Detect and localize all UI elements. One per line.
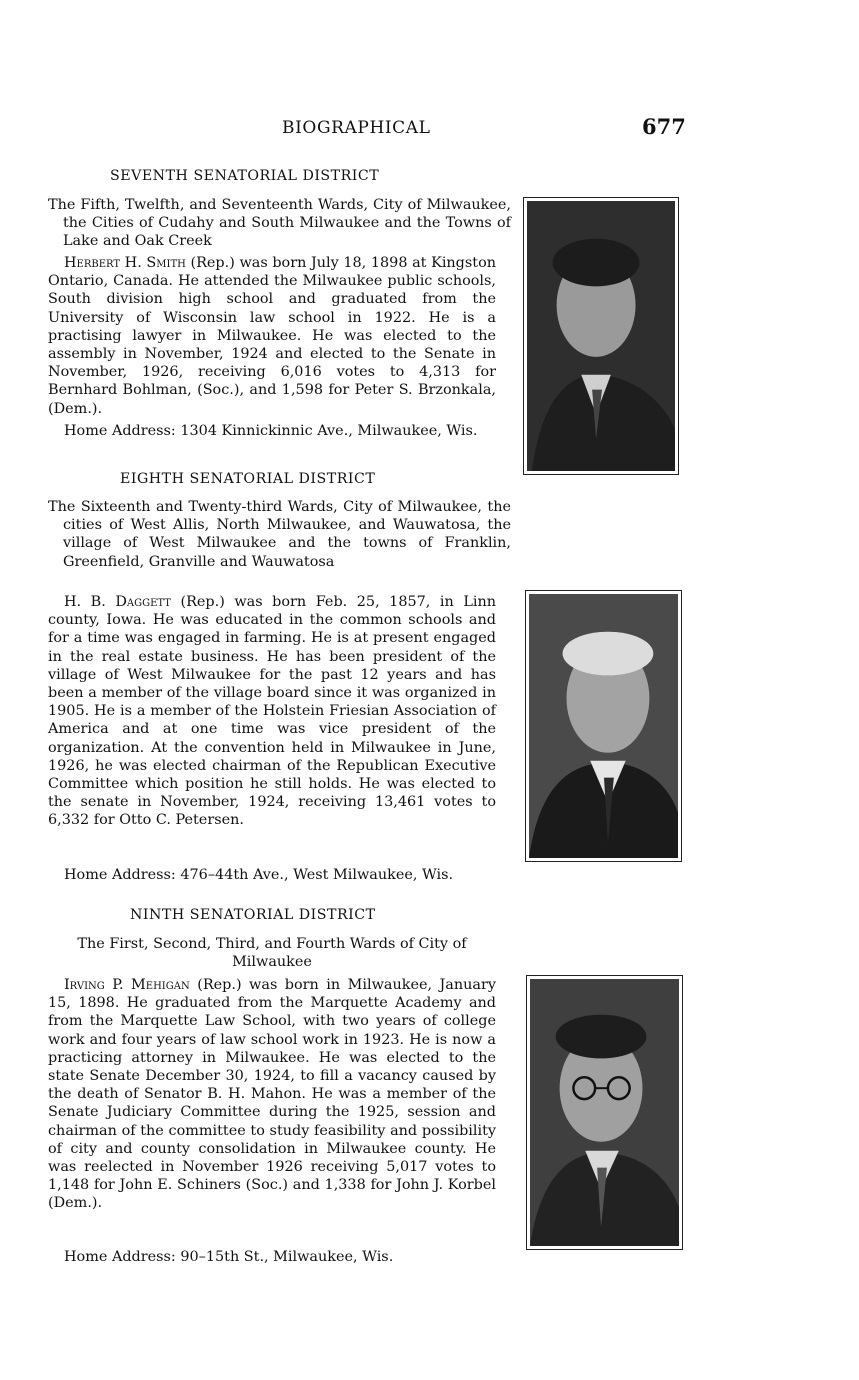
senator-name: Irving P. Mehigan (64, 977, 190, 993)
portrait-photo-smith (523, 197, 679, 475)
senator-bio-text: (Rep.) was born Feb. 25, 1857, in Linn county, Iowa. He was educated in the common schools and for a time was engaged in farming. He is at present engaged in the real estate business. He has been president of the village of West Milwaukee for the past 12 years and has been a member of the village board since it was organized in 1905. He is a member of the Holstein Friesian Association of America and at one time was vice president of the organization. At the convention held in Milwaukee in June, 1926, he was elected chairman of the Republican Executive Committee which position he still holds. He was elected to the senate in November, 1924, receiving 13,461 votes to 6,332 for Otto C. Petersen. (48, 594, 497, 829)
portrait-mehigan-image (530, 979, 679, 1246)
running-title: BIOGRAPHICAL (282, 118, 431, 138)
page-number: 677 (642, 114, 686, 139)
senator-bio-text: (Rep.) was born in Milwaukee, January 15, 1898. He graduated from the Marquette Academy and from the Marquette Law School, with two years of college work and four years of law school work in 1923. He is now a practicing attorney in Milwaukee. He was elected to the state Senate December 30, 1924, to fill a vacancy caused by the death of Senator B. H. Mahon. He was a member of the Senate Judiciary Committee during the 1925, session and chairman of the committee to study feasibility and possibility of city and county consolidation in Milwaukee county. He was reelected in November 1926 receiving 5,017 votes to 1,148 for John E. Schiners (Soc.) and 1,338 for John J. Korbel (Dem.). (48, 977, 497, 1212)
ninth-district-wards: The First, Second, Third, and Fourth Wards of City of Milwaukee (77, 936, 467, 971)
senator-bio-text: (Rep.) was born July 18, 1898 at Kingston Ontario, Canada. He attended the Milwaukee public schools, South division high school and graduated from the University of Wisconsin law school in 1922. He is a practising lawyer in Milwaukee. He was elected to the assembly in November, 1924 and elected to the Senate in November, 1926, receiving 6,016 votes to 4,313 for Bernhard Bohlman, (Soc.), and 1,598 for Peter S. Brzonkala, (Dem.). (48, 255, 496, 417)
seventh-district-address: Home Address: 1304 Kinnickinnic Ave., Milwaukee, Wis. (64, 423, 478, 439)
ninth-district-address: Home Address: 90–15th St., Milwaukee, Wis. (64, 1249, 394, 1265)
senator-name: Herbert H. Smith (64, 255, 186, 271)
eighth-district-heading: EIGHTH SENATORIAL DISTRICT (120, 471, 376, 487)
eighth-district-bio (48, 593, 496, 830)
portrait-photo-mehigan (526, 975, 683, 1250)
ninth-district-bio (48, 976, 496, 1213)
seventh-district-bio (48, 254, 496, 418)
seventh-district-heading: SEVENTH SENATORIAL DISTRICT (110, 168, 380, 184)
portrait-daggett-image (529, 594, 678, 858)
portrait-photo-daggett (525, 590, 682, 862)
portrait-smith-image (527, 201, 675, 471)
senator-name: H. B. Daggett (64, 594, 171, 610)
ninth-district-heading: NINTH SENATORIAL DISTRICT (130, 907, 376, 923)
eighth-district-address: Home Address: 476–44th Ave., West Milwaukee, Wis. (64, 867, 454, 883)
eighth-district-wards: The Sixteenth and Twenty-third Wards, City of Milwaukee, the cities of West Allis, North Milwaukee, and Wauwatosa, the village of West Milwaukee and the towns of Franklin, Greenfield, Granville and Wauwatosa (48, 499, 511, 570)
seventh-district-wards: The Fifth, Twelfth, and Seventeenth Wards, City of Milwaukee, the Cities of Cudahy and South Milwaukee and the Towns of Lake and Oak Creek (48, 197, 511, 250)
